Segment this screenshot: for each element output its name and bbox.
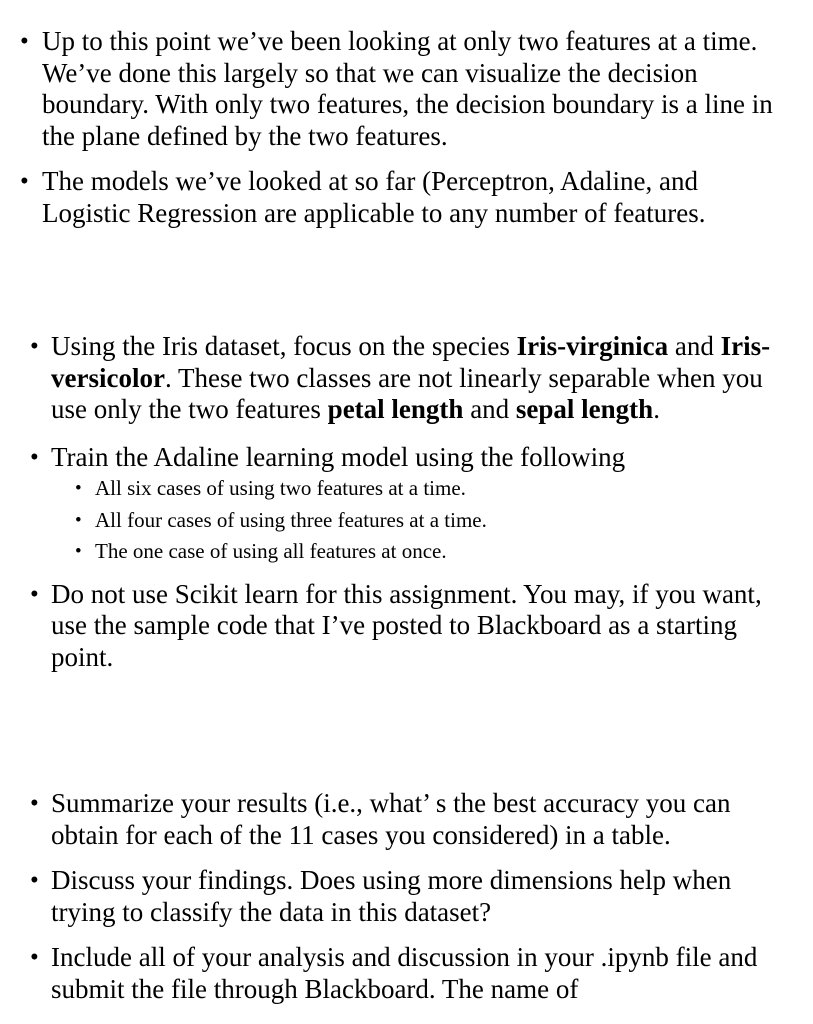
intro-section: [0, 26, 813, 229]
bullet-icon: •: [20, 28, 29, 55]
bullet-icon: •: [30, 867, 39, 894]
bullet-text: The models we’ve looked at so far (Perceptron, Adaline, and Logistic Regression are applicable to any number of features.: [42, 166, 706, 228]
bullet-icon: •: [30, 443, 39, 471]
bullet-icon: •: [30, 790, 39, 817]
text-run: . These two classes are not linearly separable when you use only the two features: [51, 362, 763, 424]
list-item: [0, 166, 813, 229]
sub-list-item: [0, 473, 813, 505]
sub-item-text: All six cases of using two features at a time.: [95, 476, 466, 500]
sub-list-item: [0, 505, 813, 537]
bullet-text: Up to this point we’ve been looking at only two features at a time. We’ve done this largely so that we can visualize the decision boundary. With only two features, the decision boundary is a line in the plane defined by the two features.: [42, 26, 773, 151]
bullet-icon: •: [75, 541, 82, 562]
list-item: [0, 865, 813, 928]
bullet-icon: •: [30, 580, 39, 608]
sub-item-text: All four cases of using three features at a time.: [95, 507, 487, 532]
sub-item-text: The one case of using all features at once.: [95, 539, 447, 563]
text-run: and: [463, 394, 516, 424]
list-item: [0, 331, 813, 426]
bullet-text: Do not use Scikit learn for this assignment. You may, if you want, use the sample code that I’ve posted to Blackboard as a starting point.: [51, 578, 762, 672]
list-item: [0, 442, 813, 474]
species-versicolor: Iris-versicolor: [51, 331, 771, 393]
assignment-section: [0, 331, 813, 673]
bullet-text: [0, 331, 771, 426]
feature-petal-length: petal length: [327, 394, 464, 424]
bullet-icon: •: [75, 478, 82, 499]
bullet-icon: •: [30, 944, 39, 971]
bullet-text: Train the Adaline learning model using the following: [51, 441, 626, 472]
list-item: [0, 942, 813, 1005]
list-item: [0, 579, 813, 674]
species-virginica: Iris-virginica: [516, 331, 669, 361]
bullet-icon: •: [30, 333, 39, 360]
bullet-text: Summarize your results (i.e., what’ s the best accuracy you can obtain for each of the 11 cases you considered) in a table.: [51, 788, 731, 850]
bullet-icon: •: [75, 509, 82, 531]
text-run: Using the Iris dataset, focus on the species: [51, 331, 517, 361]
bullet-text: Discuss your findings. Does using more dimensions help when trying to classify the data in this dataset?: [51, 865, 732, 927]
list-item: [0, 26, 813, 152]
bullet-icon: •: [20, 168, 29, 195]
text-run: .: [653, 394, 660, 424]
text-run: and: [668, 331, 721, 361]
deliverables-section: [0, 788, 813, 1005]
feature-sepal-length: sepal length: [515, 394, 654, 424]
list-item: [0, 788, 813, 851]
sub-list-item: [0, 536, 813, 568]
bullet-text: Include all of your analysis and discussion in your .ipynb file and submit the file through Blackboard. The name of: [51, 942, 758, 1004]
